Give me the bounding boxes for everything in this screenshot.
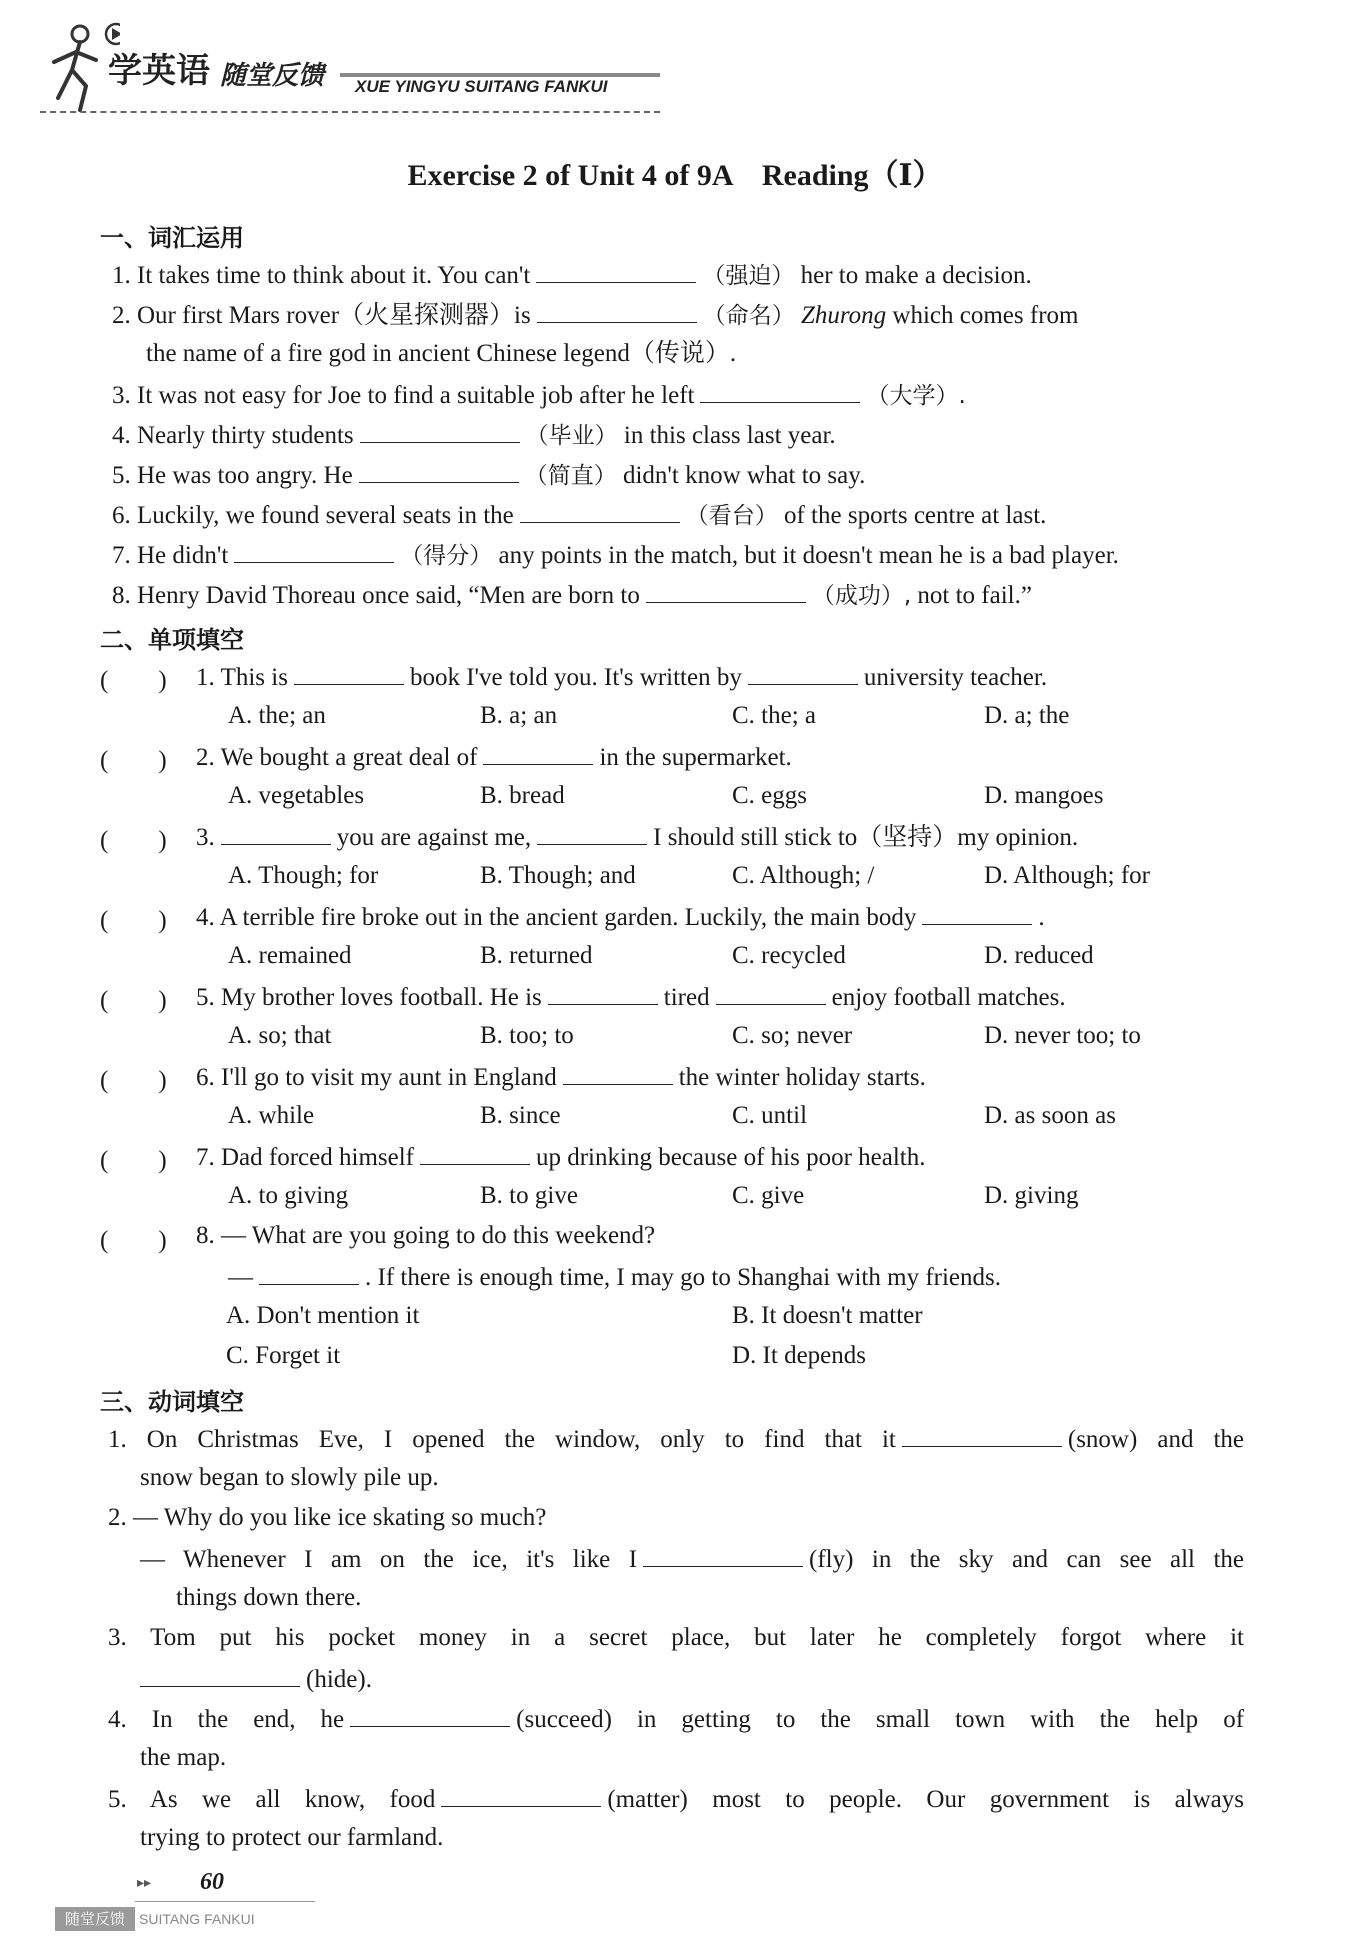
- vocab-item-5: 5. He was too angry. He （简直） didn't know what to say.: [112, 458, 865, 492]
- page-title: Exercise 2 of Unit 4 of 9A Reading（Ⅰ）: [407, 159, 943, 192]
- header-stripe: [340, 73, 660, 77]
- mc-question-1: 1. This is book I've told you. It's written by university teacher.: [196, 660, 1047, 694]
- answer-blank[interactable]: [536, 258, 696, 283]
- mc-option[interactable]: D. mangoes: [984, 782, 1104, 809]
- answer-blank[interactable]: [140, 1662, 300, 1687]
- verb-item-3: 3. Tom put his pocket money in a secret place, but later he completely forgot where it: [108, 1624, 1244, 1651]
- mc-option[interactable]: A. so; that: [228, 1022, 332, 1049]
- answer-blank[interactable]: [441, 1782, 601, 1807]
- mc-option[interactable]: D. a; the: [984, 702, 1070, 729]
- section-heading-mc: 二、单项填空: [100, 626, 244, 654]
- footer-tag-en: SUITANG FANKUI: [139, 1911, 255, 1927]
- answer-blank[interactable]: [748, 660, 858, 685]
- mc-option[interactable]: A. the; an: [228, 702, 326, 729]
- mc-option[interactable]: C. so; never: [732, 1022, 853, 1049]
- vocab-item-8: 8. Henry David Thoreau once said, “Men are born to （成功）, not to fail.”: [112, 578, 1032, 612]
- mc-question-6: 6. I'll go to visit my aunt in England the winter holiday starts.: [196, 1060, 926, 1094]
- mc-option[interactable]: D. Although; for: [984, 862, 1150, 889]
- answer-blank[interactable]: [902, 1422, 1062, 1447]
- answer-blank[interactable]: [548, 980, 658, 1005]
- verb-item-1-cont: snow began to slowly pile up.: [140, 1464, 439, 1491]
- answer-blank[interactable]: [294, 660, 404, 685]
- answer-blank[interactable]: [643, 1542, 803, 1567]
- answer-paren[interactable]: ( ): [100, 1227, 167, 1254]
- brand-title-cn: 学英语: [108, 51, 210, 91]
- verb-item-2-reply: — Whenever I am on the ice, it's like I (fly) in the sky and can see all the: [140, 1542, 1244, 1576]
- answer-paren[interactable]: ( ): [100, 747, 167, 774]
- verb-item-5-cont: trying to protect our farmland.: [140, 1824, 444, 1851]
- answer-blank[interactable]: [259, 1260, 359, 1285]
- page-number: 60: [200, 1869, 224, 1895]
- vocab-item-2-cont: the name of a fire god in ancient Chinese legend（传说）.: [146, 340, 737, 367]
- verb-item-3-cont: (hide).: [134, 1662, 372, 1696]
- answer-blank[interactable]: [483, 740, 593, 765]
- answer-blank[interactable]: [221, 820, 331, 845]
- answer-paren[interactable]: ( ): [100, 987, 167, 1014]
- mc-option[interactable]: D. giving: [984, 1182, 1079, 1209]
- brand-subtitle-cn: 随堂反馈: [220, 61, 325, 91]
- answer-blank[interactable]: [716, 980, 826, 1005]
- mc-question-2: 2. We bought a great deal of in the supermarket.: [196, 740, 792, 774]
- answer-paren[interactable]: ( ): [100, 1147, 167, 1174]
- verb-item-1: 1. On Christmas Eve, I opened the window, only to find that it (snow) and the: [108, 1422, 1244, 1456]
- answer-blank[interactable]: [537, 298, 697, 323]
- verb-item-5: 5. As we all know, food (matter) most to people. Our government is always: [108, 1782, 1244, 1816]
- mc-option[interactable]: D. never too; to: [984, 1022, 1141, 1049]
- mc-option[interactable]: C. the; a: [732, 702, 817, 729]
- mc-option[interactable]: D. as soon as: [984, 1102, 1116, 1129]
- mc-option[interactable]: B. Though; and: [480, 862, 636, 889]
- mc-option[interactable]: B. a; an: [480, 702, 558, 729]
- section-heading-vocab: 一、词汇运用: [100, 224, 244, 252]
- answer-blank[interactable]: [350, 1702, 510, 1727]
- mc-option[interactable]: C. Forget it: [226, 1342, 341, 1369]
- brand-pinyin: XUE YINGYU SUITANG FANKUI: [355, 77, 608, 96]
- answer-blank[interactable]: [234, 538, 394, 563]
- mc-option[interactable]: A. Don't mention it: [226, 1302, 420, 1329]
- answer-blank[interactable]: [420, 1140, 530, 1165]
- mc-option[interactable]: A. remained: [228, 942, 352, 969]
- mc-option[interactable]: C. eggs: [732, 782, 807, 809]
- answer-blank[interactable]: [360, 418, 520, 443]
- mc-option[interactable]: A. while: [228, 1102, 315, 1129]
- verb-item-2-cont: things down there.: [176, 1584, 362, 1611]
- answer-blank[interactable]: [359, 458, 519, 483]
- mc-option[interactable]: C. give: [732, 1182, 805, 1209]
- answer-paren[interactable]: ( ): [100, 1067, 167, 1094]
- vocab-item-4: 4. Nearly thirty students （毕业） in this class last year.: [112, 418, 836, 452]
- vocab-item-2: 2. Our first Mars rover（火星探测器）is （命名） Zhurong which comes from: [112, 298, 1078, 332]
- mc-question-5: 5. My brother loves football. He is tired enjoy football matches.: [196, 980, 1066, 1014]
- vocab-item-3: 3. It was not easy for Joe to find a suitable job after he left （大学）.: [112, 378, 966, 412]
- answer-blank[interactable]: [646, 578, 806, 603]
- mc-option[interactable]: B. to give: [480, 1182, 578, 1209]
- mc-option[interactable]: A. Though; for: [228, 862, 379, 889]
- footer-tag-cn: 随堂反馈: [55, 1907, 135, 1931]
- mc-question-3: 3. you are against me, I should still stick to（坚持）my opinion.: [196, 820, 1078, 854]
- verb-item-4-cont: the map.: [140, 1744, 227, 1771]
- answer-paren[interactable]: ( ): [100, 667, 167, 694]
- mc-option[interactable]: B. It doesn't matter: [732, 1302, 923, 1329]
- vocab-item-7: 7. He didn't （得分） any points in the match, but it doesn't mean he is a bad player.: [112, 538, 1119, 572]
- footer: [55, 1865, 275, 1935]
- header: [40, 15, 660, 115]
- answer-paren[interactable]: ( ): [100, 907, 167, 934]
- answer-blank[interactable]: [700, 378, 860, 403]
- answer-blank[interactable]: [537, 820, 647, 845]
- mc-option[interactable]: B. too; to: [480, 1022, 574, 1049]
- footer-rule: [135, 1901, 315, 1902]
- mc-option[interactable]: B. since: [480, 1102, 561, 1129]
- header-divider: [40, 111, 660, 113]
- arrow-icon: ▸▸: [137, 1876, 152, 1891]
- mc-option[interactable]: A. to giving: [228, 1182, 349, 1209]
- mc-question-4: 4. A terrible fire broke out in the ancient garden. Luckily, the main body .: [196, 900, 1045, 934]
- mc-option[interactable]: C. recycled: [732, 942, 846, 969]
- answer-blank[interactable]: [563, 1060, 673, 1085]
- mc-question-8-reply: — . If there is enough time, I may go to Shanghai with my friends.: [228, 1260, 1001, 1294]
- mc-question-8: 8. — What are you going to do this weekend?: [196, 1222, 656, 1249]
- verb-item-4: 4. In the end, he (succeed) in getting to the small town with the help of: [108, 1702, 1244, 1736]
- answer-blank[interactable]: [922, 900, 1032, 925]
- answer-blank[interactable]: [520, 498, 680, 523]
- mc-option[interactable]: B. returned: [480, 942, 593, 969]
- mc-option[interactable]: A. vegetables: [228, 782, 365, 809]
- mc-option[interactable]: B. bread: [480, 782, 565, 809]
- mc-option[interactable]: D. It depends: [732, 1342, 866, 1369]
- answer-paren[interactable]: ( ): [100, 827, 167, 854]
- mc-option[interactable]: C. until: [732, 1102, 808, 1129]
- mc-option[interactable]: D. reduced: [984, 942, 1094, 969]
- section-heading-verbs: 三、动词填空: [100, 1388, 244, 1416]
- verb-item-2: 2. — Why do you like ice skating so much?: [108, 1504, 547, 1531]
- mc-question-7: 7. Dad forced himself up drinking because of his poor health.: [196, 1140, 925, 1174]
- vocab-item-6: 6. Luckily, we found several seats in the （看台） of the sports centre at last.: [112, 498, 1046, 532]
- vocab-item-1: 1. It takes time to think about it. You can't （强迫） her to make a decision.: [112, 258, 1032, 292]
- mc-option[interactable]: C. Although; /: [732, 862, 875, 889]
